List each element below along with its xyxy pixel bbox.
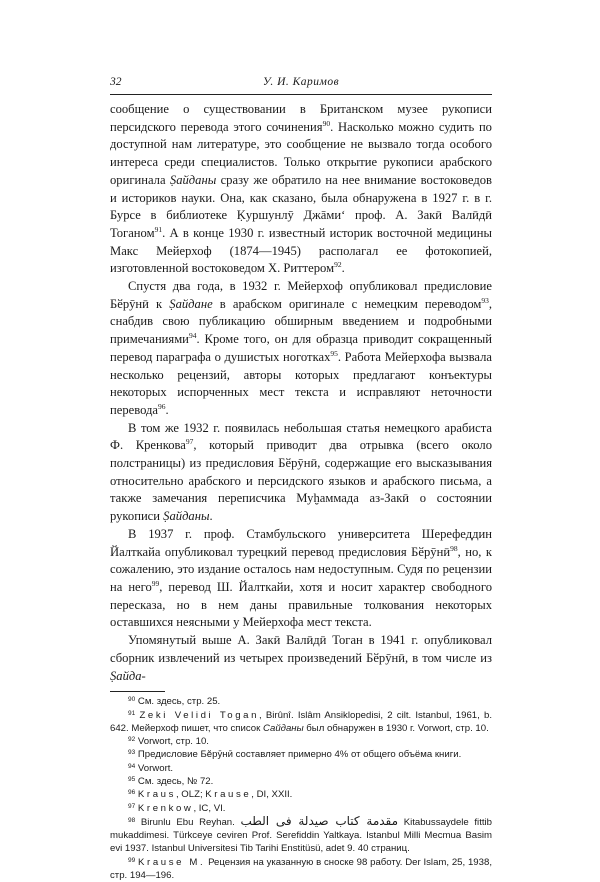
arabic-title: مقدمة كتاب صيدلة فى الطب	[240, 813, 399, 828]
footnote-number: 94	[128, 762, 136, 770]
header-rule	[110, 94, 492, 95]
footnote: $^{90}$ См. здесь, стр. 25.	[128, 696, 221, 708]
running-title: У. И. Каримов	[262, 76, 340, 88]
footnote-rule	[110, 691, 165, 692]
footnote-ref: 94	[188, 331, 197, 341]
footnote-number: 99	[128, 856, 136, 864]
paragraph: Упомянутый выше А. Закӣ Валӣдӣ Тоган в 1941 г. опубликовал сборник извлечений из четырех произведений Бӗрӯнӣ, в том числе из Ṣайда-	[110, 633, 492, 683]
footnote: $^{99}$ Krause M. Рецензия на указанную в сноске 98 работу. Der Islam, 25, 1938, стр. 194—196.	[110, 856, 492, 882]
paragraph: сообщение о существовании в Британском музее рукописи персидского перевода этого сочинения$^{90}$. Насколько можно судить по доступной нам литературе, это сообщение не вызвало тогда особого интереса среди специалистов. Только открытие рукописи арабского оригинала Ṣайданы сразу же обратило на нее внимание востоковедов и историков науки. Она, как сказано, была обнаружена в 1927 г. в г. Бурсе в библиотеке Ḳуршунлӯ Джāми‘ проф. А. Закӣ Валӣдӣ Тоганом$^{91}$. А в конце 1930 г. известный историк восточной медицины Макс Мейерхоф (1874—1945) располагал ее фотокопией, изготовленной востоковедом Х. Риттером$^{92}$.	[110, 102, 493, 276]
footnote-ref: 95	[330, 348, 338, 358]
footnote-number: 90	[128, 696, 136, 704]
italic-term: Ṣайдане	[169, 296, 213, 311]
footnote: $^{97}$ Krenkow, IC, VI.	[128, 802, 226, 814]
italic-term: Ṣайда-	[110, 668, 146, 683]
italic-term: Сайданы	[262, 722, 304, 734]
main-text	[110, 101, 492, 685]
footnote-number: 96	[128, 789, 136, 797]
author-name: Krause M.	[138, 856, 206, 868]
footnote-number: 92	[128, 736, 136, 744]
paragraph: Спустя два года, в 1932 г. Мейерхоф опубликовал предисловие Бӗрӯнӣ к Ṣайдане в арабском оригинале с немецким переводом$^{93}$, снабдив свою публикацию обширным введением и подробными примечаниями$^{94}$. Кроме того, он для образца приводит сокращенный перевод параграфа о душистых ноготках$^{95}$. Работа Мейерхофа вызвала несколько рецензий, авторы которых предлагают конъектуры некоторых испорченных мест текста и исправляют неточности перевода$^{96}$.	[110, 279, 493, 417]
footnote: $^{98}$ Birunlu Ebu Reyhan. مقدمة كتاب صيدلة فى الطب Kitabussaydele fittib mukaddimesi. Türkceye ceviren Prof. Serefiddin Yaltkaya. Istanbul Milli Mecmua Basim evi 1937. Istanbul Universitesi Tib Tarihi Enstitüsü, adet 9. 40 страниц.	[110, 813, 492, 855]
paragraph: В том же 1932 г. появилась небольшая статья немецкого арабиста Ф. Кренкова$^{97}$, который приводит два отрывка (всего около полстраницы) из предисловия Бӗрӯнӣ, содержащие его высказывания относительно арабского и персидского языков и арабского письма, а также замечания переписчика Муḫаммада аз-Закӣ о состоянии рукописи Ṣайданы.	[110, 420, 493, 524]
author-name: Krause	[205, 789, 252, 801]
footnote-ref: 99	[151, 578, 160, 588]
footnote: $^{94}$ Vorwort.	[128, 762, 174, 774]
italic-term: Ṣайданы	[163, 509, 210, 524]
footnote-ref: 97	[185, 437, 194, 447]
paragraph: В 1937 г. проф. Стамбульского университета Шерефеддин Йалткайа опубликовал турецкий перевод предисловия Бӗрӯнӣ$^{98}$, но, к сожалению, это издание осталось нам недоступным. Судя по рецензии на него$^{99}$, перевод Ш. Йалткайи, хотя и носит характер свободного пересказа, но в нем даны правильные толкования некоторых оставшихся неясными у Мейерхофа мест текста.	[110, 526, 492, 630]
footnote-ref: 90	[322, 118, 331, 128]
author-name: Kraus	[137, 789, 176, 801]
italic-term: Ṣайданы	[169, 172, 217, 187]
footnote: $^{95}$ См. здесь, № 72.	[128, 775, 214, 787]
footnote: $^{96}$ Kraus, OLZ; Krause, DI, XXII.	[128, 789, 293, 801]
footnote-ref: 92	[334, 260, 342, 270]
footnote-ref: 93	[481, 295, 489, 305]
footnote: $^{92}$ Vorwort, стр. 10.	[128, 736, 209, 748]
footnote-number: 95	[128, 775, 136, 783]
footnote-number: 91	[128, 709, 136, 717]
footnote: $^{91}$ Zeki Velidi Togan, Birûnî. Islâm Ansiklopedisi, 2 cilt. Istanbul, 1961, b. 642. Мейерхоф пишет, что список Сайданы был обнаружен в 1930 г. Vorwort, стр. 10.	[110, 709, 492, 734]
footnote-ref: 96	[158, 401, 166, 411]
footnotes	[110, 695, 492, 882]
footnote: $^{93}$ Предисловие Бӗрӯнӣ составляет примерно 4% от общего объёма книги.	[128, 749, 462, 761]
footnote-number: 98	[128, 816, 136, 824]
running-head	[110, 76, 492, 92]
footnote-ref: 98	[450, 543, 458, 553]
book-page	[110, 76, 492, 882]
footnote-number: 93	[128, 749, 136, 757]
author-name: Zeki Velidi Togan	[139, 709, 260, 721]
author-name: Krenkow	[137, 802, 194, 814]
page-number: 32	[110, 76, 122, 88]
footnote-number: 97	[128, 802, 136, 810]
footnote-ref: 91	[154, 224, 163, 234]
